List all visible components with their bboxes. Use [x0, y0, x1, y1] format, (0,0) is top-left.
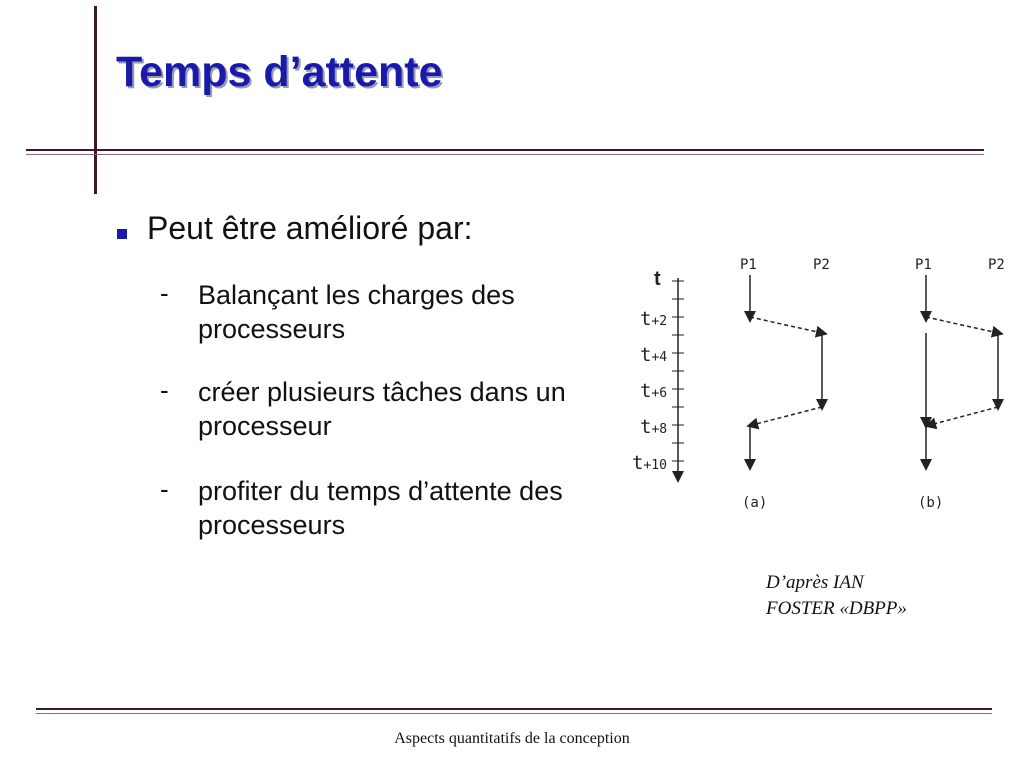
panel-b-p2-label: P2 — [988, 257, 1005, 273]
panel-a-p1-label: P1 — [740, 257, 757, 273]
panel-a — [740, 257, 830, 511]
sub-item-text: profiter du temps d’attente des processeurs — [198, 476, 563, 540]
time-tick-label: t+10 — [632, 452, 667, 474]
page-title: Temps d’attente — [116, 48, 443, 96]
caption-line: FOSTER «DBPP» — [766, 598, 907, 619]
time-tick-label: t+2 — [640, 308, 668, 330]
bullet-square-icon — [117, 229, 127, 239]
dash-icon: - — [160, 375, 169, 405]
figure-caption — [766, 570, 986, 622]
header-rule — [26, 149, 984, 151]
header-rule-thin — [26, 154, 984, 155]
time-axis-labels — [632, 308, 667, 474]
footer-rule — [36, 708, 992, 710]
panel-b-p1-label: P1 — [915, 257, 932, 273]
time-tick-label: t+6 — [640, 380, 668, 402]
panel-a-label: (a) — [742, 495, 768, 511]
time-axis-t: t — [654, 268, 661, 290]
caption-line: D’après IAN — [766, 572, 864, 593]
vertical-rule — [94, 6, 97, 194]
sub-item-text: Balançant les charges des processeurs — [198, 280, 515, 344]
panel-b — [915, 257, 1005, 511]
dash-icon: - — [160, 278, 169, 308]
footer-rule-thin — [36, 713, 992, 714]
dash-icon: - — [160, 474, 169, 504]
sub-item-text: créer plusieurs tâches dans un processeur — [198, 377, 566, 441]
time-tick-label: t+8 — [640, 416, 668, 438]
main-bullet: Peut être amélioré par: — [147, 210, 473, 246]
panel-b-label: (b) — [918, 495, 944, 511]
panel-a-p2-label: P2 — [813, 257, 830, 273]
footer-text: Aspects quantitatifs de la conception — [394, 730, 630, 747]
timing-figure — [620, 245, 1020, 520]
time-tick-label: t+4 — [640, 344, 668, 366]
